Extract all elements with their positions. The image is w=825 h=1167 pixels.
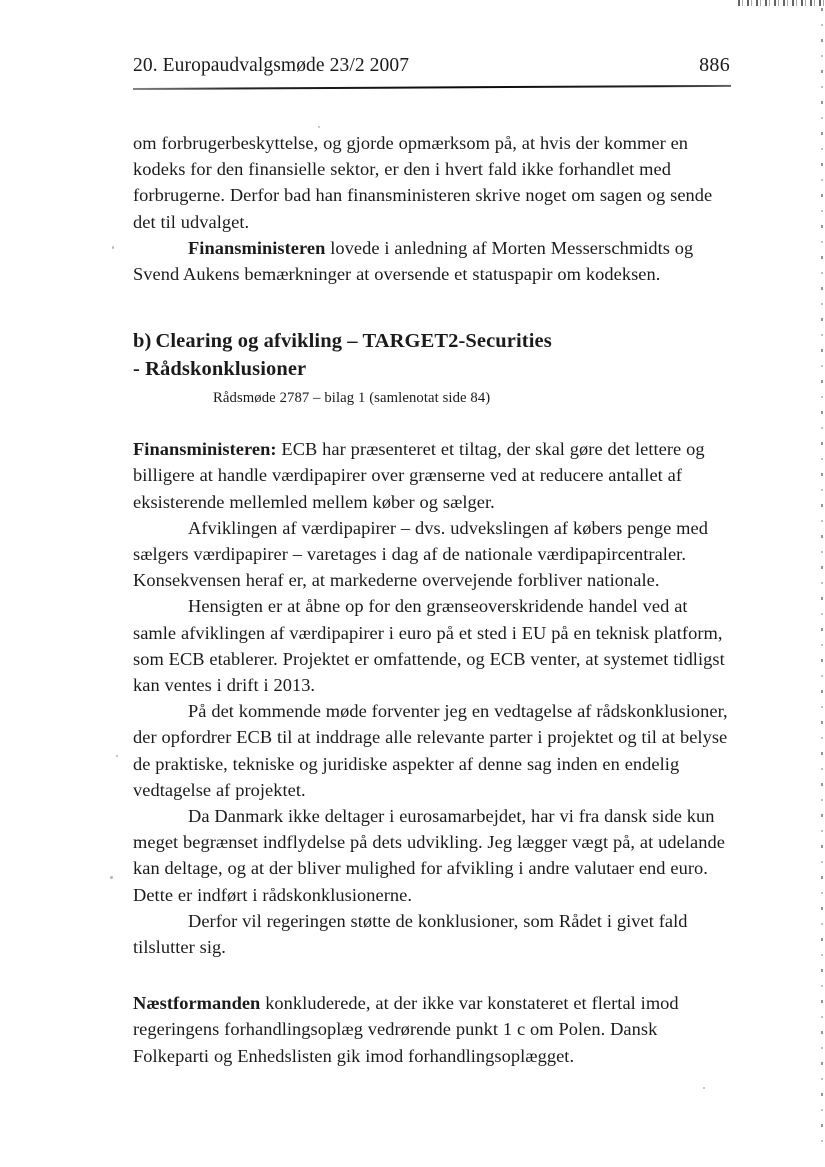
section-marker: b)	[133, 330, 152, 353]
section-heading-line-1	[133, 327, 733, 355]
paragraph-continuation: om forbrugerbeskyttelse, og gjorde opmærksom på, at hvis der kommer en kodeks for den finansielle sektor, er den i hvert fald ikke forhandlet med forbrugerne. Derfor bad han finansministeren skrive noget om sagen og sende det til udvalget.	[133, 133, 713, 232]
scan-fleck	[703, 1087, 705, 1089]
paragraph-hensigten: Hensigten er at åbne op for den grænseoverskridende handel ved at samle afviklingen af værdipapirer i euro på et sted i EU på en teknisk platform, som ECB etablerer. Projektet er omfattende, og ECB venter, at systemet tidligst kan ventes i drift i 2013.	[133, 596, 725, 696]
paragraph-derfor-vil-regeringen: Derfor vil regeringen støtte de konklusioner, som Rådet i givet fald tilslutter sig.	[133, 910, 688, 958]
header-title: 20. Europaudvalgsmøde 23/2 2007	[133, 55, 410, 76]
spacer	[133, 960, 733, 990]
paragraph-da-danmark: Da Danmark ikke deltager i eurosamarbejdet, har vi fra dansk side kun meget begrænset indflydelse på dets udvikling. Jeg lægger vægt på, at udelande kan deltage, og at der bliver mulighed for afvikling i andre valutaer end euro. Dette er indført i rådskonklusionerne.	[133, 806, 725, 905]
paragraph-paa-det-kommende-moede: På det kommende møde forventer jeg en vedtagelse af rådskonklusioner, der opfordrer ECB til at inddrage alle relevante parter i projektet og til at belyse de praktiske, tekniske og juridiske aspekter af denne sag inden en endelig vedtagelse af projektet.	[133, 701, 728, 800]
scan-fleck	[110, 876, 113, 879]
paragraph-text: ECB har præsenteret et tiltag, der skal gøre det lettere og billigere at handle værdipapirer over grænserne ved at reducere antallet af eksisterende mellemled mellem køber og sælger.	[133, 439, 705, 512]
scan-fleck	[318, 126, 320, 128]
speaker-name: Næstformanden	[133, 993, 261, 1014]
page-number: 886	[699, 54, 730, 76]
section-heading-block	[133, 327, 733, 408]
paragraph-finansministeren-ecb	[133, 436, 733, 515]
section-heading-line-2: - Rådskonklusioner	[133, 358, 307, 381]
paragraph-afviklingen: Afviklingen af værdipapirer – dvs. udvekslingen af købers penge med sælgers værdipapirer – varetages i dag af de nationale værdipapircentraler. Konsekvensen heraf er, at markederne overvejende forbliver nationale.	[133, 517, 708, 591]
paragraph-finansministeren-lovede	[133, 235, 733, 287]
paragraph-text: lovede i anledning af Morten Messerschmidts og Svend Aukens bemærkninger at oversende et statuspapir om kodeksen.	[133, 237, 694, 285]
scan-fleck	[112, 246, 114, 249]
header-divider-rule	[133, 85, 731, 90]
spacer	[133, 408, 733, 436]
paragraph-text: konkluderede, at der ikke var konstateret et flertal imod regeringens forhandlingsoplæg vedrørende punkt 1 c om Polen. Dansk Folkeparti og Enhedslisten gik imod forhandlingsoplægget.	[133, 993, 679, 1066]
scan-artifact-right-edge	[821, 8, 823, 1148]
document-body	[133, 130, 733, 1069]
speaker-name: Finansministeren:	[133, 439, 277, 460]
scan-artifact-top-edge	[738, 0, 825, 6]
section-title-text: Clearing og afvikling – TARGET2-Securities	[155, 330, 552, 353]
scan-fleck	[116, 755, 118, 757]
paragraph-naestformanden	[133, 990, 733, 1069]
running-header	[133, 54, 730, 77]
speaker-name: Finansministeren	[188, 237, 326, 258]
section-subtitle: Rådsmøde 2787 – bilag 1 (samlenotat side 84)	[213, 390, 491, 407]
